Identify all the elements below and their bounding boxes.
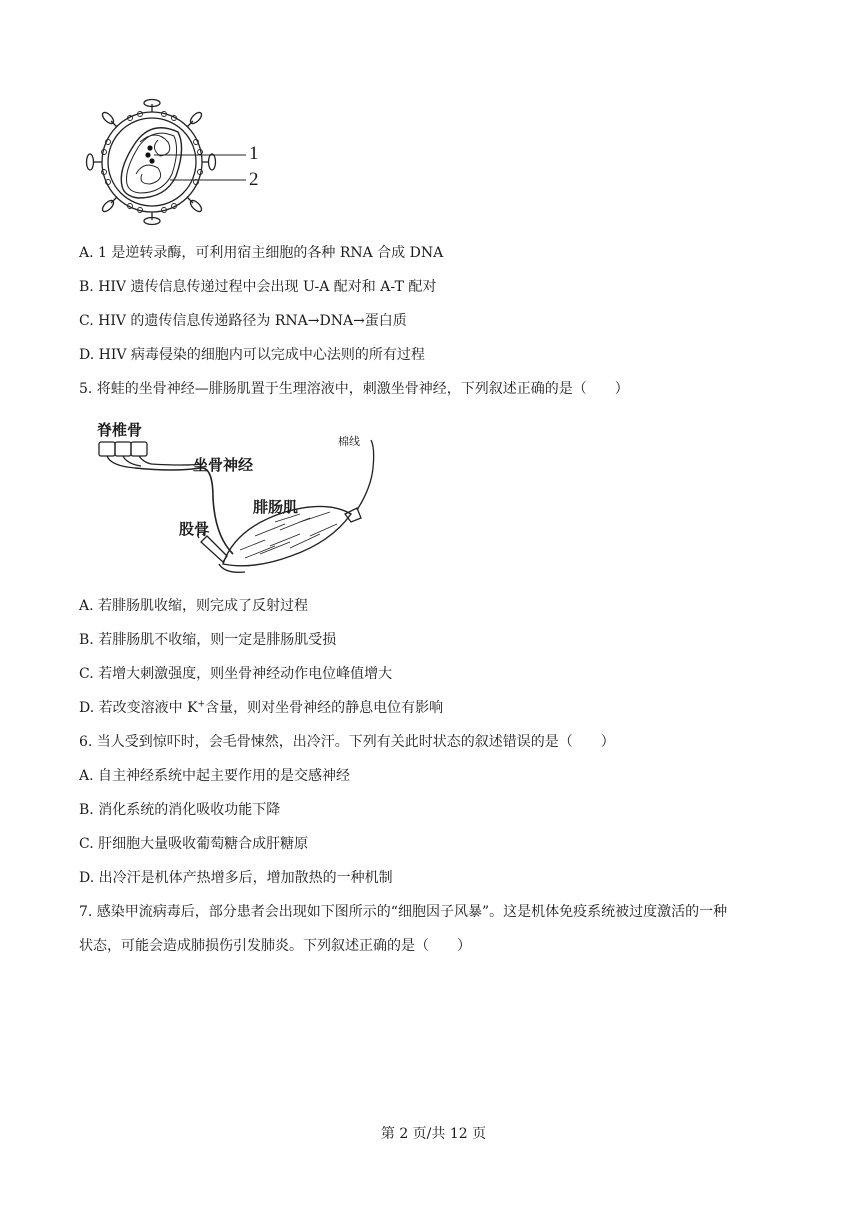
- q5-option-d-prefix: D. 若改变溶液中 K: [79, 700, 198, 716]
- q5-option-a: A. 若腓肠肌收缩，则完成了反射过程: [79, 598, 309, 614]
- hiv-label-2: 2: [249, 169, 259, 190]
- label-spine: 脊椎骨: [97, 421, 143, 439]
- label-gastrocnemius: 腓肠肌: [253, 498, 299, 516]
- q5-stem: 5. 将蛙的坐骨神经—腓肠肌置于生理溶液中，刺激坐骨神经，下列叙述正确的是（ ）: [79, 381, 629, 397]
- q4-option-c: C. HIV 的遗传信息传递路径为 RNA→DNA→蛋白质: [79, 313, 407, 329]
- q5-option-c: C. 若增大刺激强度，则坐骨神经动作电位峰值增大: [79, 666, 393, 682]
- nerve-muscle-figure: [95, 418, 395, 580]
- q5-option-d-suffix: 含量，则对坐骨神经的静息电位有影响: [205, 700, 444, 716]
- q7-stem-line-2: 状态，可能会造成肺损伤引发肺炎。下列叙述正确的是（ ）: [79, 938, 471, 954]
- q5-option-d: [79, 699, 443, 717]
- q6-option-b: B. 消化系统的消化吸收功能下降: [79, 802, 281, 818]
- q5-option-b: B. 若腓肠肌不收缩，则一定是腓肠肌受损: [79, 632, 337, 648]
- hiv-virus-drawing: [78, 98, 278, 226]
- q4-option-b: B. HIV 遗传信息传递过程中会出现 U-A 配对和 A-T 配对: [79, 279, 437, 295]
- page-footer: 第 2 页/共 12 页: [380, 1126, 487, 1142]
- q4-option-d: D. HIV 病毒侵染的细胞内可以完成中心法则的所有过程: [79, 347, 425, 363]
- q6-option-a: A. 自主神经系统中起主要作用的是交感神经: [79, 768, 351, 784]
- label-thread: 棉线: [338, 435, 360, 448]
- q6-stem: 6. 当人受到惊吓时，会毛骨悚然，出冷汗。下列有关此时状态的叙述错误的是（ ）: [79, 734, 615, 750]
- hiv-label-1: 1: [249, 143, 259, 164]
- potassium-ion-charge: +: [197, 699, 206, 710]
- q6-option-d: D. 出冷汗是机体产热增多后，增加散热的一种机制: [79, 870, 393, 886]
- q6-option-c: C. 肝细胞大量吸收葡萄糖合成肝糖原: [79, 836, 309, 852]
- label-sciatic-nerve: 坐骨神经: [193, 456, 254, 474]
- q7-stem-line-1: 7. 感染甲流病毒后，部分患者会出现如下图所示的“细胞因子风暴”。这是机体免疫系统被过度激活的一种: [79, 904, 728, 920]
- q4-option-a: A. 1 是逆转录酶，可利用宿主细胞的各种 RNA 合成 DNA: [79, 245, 444, 261]
- label-femur: 股骨: [179, 520, 210, 538]
- hiv-virus-figure: [78, 98, 278, 226]
